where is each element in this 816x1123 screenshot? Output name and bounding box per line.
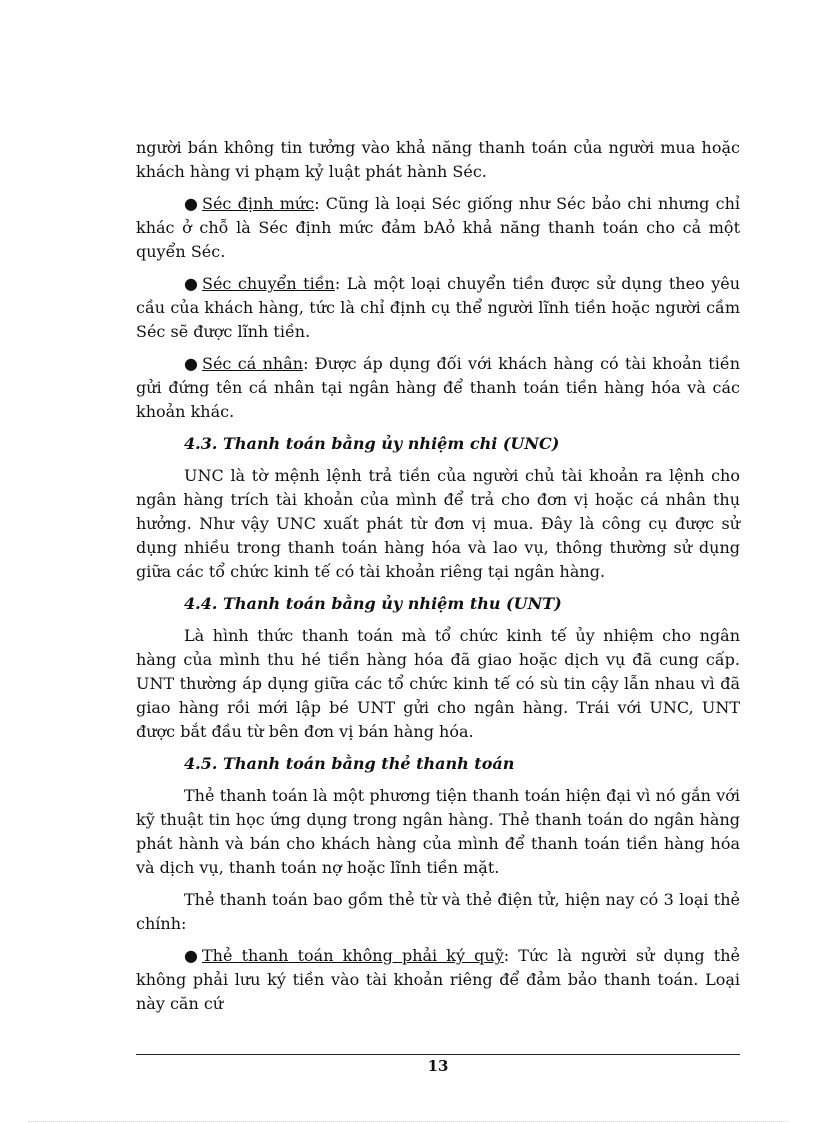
bullet-icon: ● (184, 274, 198, 293)
paragraph: Là hình thức thanh toán mà tổ chức kinh tế ủy nhiệm cho ngân hàng của mình thu hé tiền hàng hóa đã giao hoặc dịch vụ đã cung cấp. UNT thường áp dụng giữa các tổ chức kinh tế có sù tin cậy lẫn nhau vì đã giao hàng rồi mới lập bé UNT gửi cho ngân hàng. Trái với UNC, UNT được bắt đầu từ bên đơn vị bán hàng hóa. (136, 626, 740, 741)
page-number: 13 (427, 1057, 449, 1075)
bullet-icon: ● (184, 946, 198, 965)
bullet-term: Thẻ thanh toán không phải ký quỹ (202, 946, 504, 965)
bullet-term: Séc định mức (202, 194, 315, 213)
bullet-item (136, 192, 740, 264)
footer-divider (136, 1054, 740, 1055)
bullet-icon: ● (184, 194, 198, 213)
bullet-text: : Tức là người sử dụng thẻ không phải lưu ký tiền vào tài khoản riêng để đảm bảo thanh toán. Loại này căn cứ (136, 946, 740, 1013)
paragraph: Thẻ thanh toán là một phương tiện thanh toán hiện đại vì nó gắn với kỹ thuật tin học ứng dụng trong ngân hàng. Thẻ thanh toán do ngân hàng phát hành và bán cho khách hàng của mình để thanh toán tiền hàng hóa và dịch vụ, thanh toán nợ hoặc lĩnh tiền mặt. (136, 786, 740, 877)
bullet-text: : Cũng là loại Séc giống như Séc bảo chi nhưng chỉ khác ở chỗ là Séc định mức đảm bAỏ khả năng thanh toán cho cả một quyển Séc. (136, 194, 740, 261)
bullet-item (136, 272, 740, 344)
bullet-item (136, 352, 740, 424)
document-body (136, 136, 740, 1024)
bullet-item (136, 944, 740, 1016)
paragraph: UNC là tờ mệnh lệnh trả tiền của người chủ tài khoản ra lệnh cho ngân hàng trích tài khoản của mình để trả cho đơn vị hoặc cá nhân thụ hưởng. Như vậy UNC xuất phát từ đơn vị mua. Đây là công cụ được sử dụng nhiều trong thanh toán hàng hóa và lao vụ, thông thường sử dụng giữa các tổ chức kinh tế có tài khoản riêng tại ngân hàng. (136, 466, 740, 581)
bullet-text: : Là một loại chuyển tiền được sử dụng theo yêu cầu của khách hàng, tức là chỉ định cụ thể người lĩnh tiền hoặc người cầm Séc sẽ được lĩnh tiền. (136, 274, 741, 341)
bullet-term: Séc cá nhân (202, 354, 304, 373)
paragraph: người bán không tin tưởng vào khả năng thanh toán của người mua hoặc khách hàng vi phạm kỷ luật phát hành Séc. (136, 138, 740, 181)
section-heading-4-4: 4.4. Thanh toán bằng ủy nhiệm thu (UNT) (184, 594, 562, 613)
paragraph: Thẻ thanh toán bao gồm thẻ từ và thẻ điện tử, hiện nay có 3 loại thẻ chính: (136, 890, 740, 933)
section-heading-4-5: 4.5. Thanh toán bằng thẻ thanh toán (184, 754, 515, 773)
section-heading-4-3: 4.3. Thanh toán bằng ủy nhiệm chi (UNC) (184, 434, 560, 453)
page-edge-dots (28, 1121, 788, 1122)
bullet-term: Séc chuyển tiền (202, 274, 335, 293)
bullet-icon: ● (184, 354, 198, 373)
bullet-text: : Được áp dụng đối với khách hàng có tài khoản tiền gửi đứng tên cá nhân tại ngân hàng để thanh toán tiền hàng hóa và các khoản khác. (136, 354, 741, 421)
